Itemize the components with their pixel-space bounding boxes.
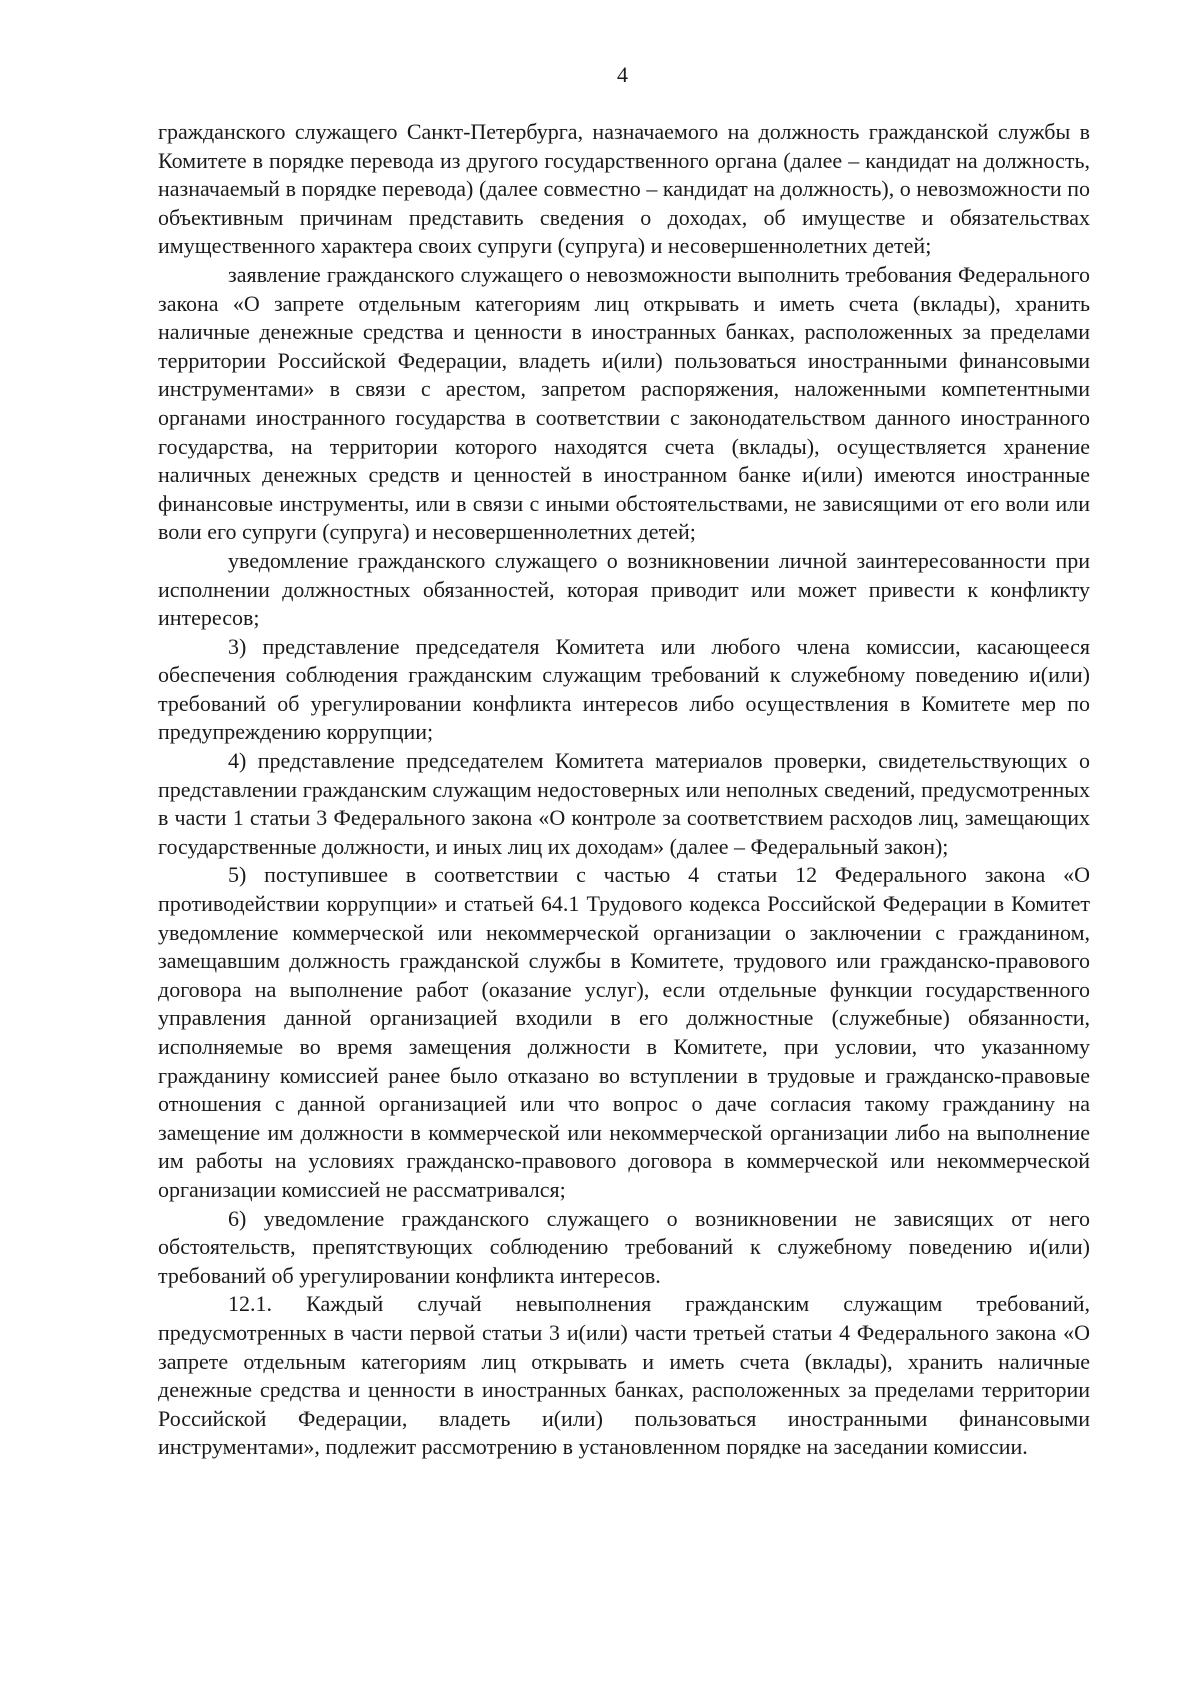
page-number: 4 (617, 62, 628, 87)
paragraph: 12.1. Каждый случай невыполнения гражданским служащим требований, предусмотренных в части первой статьи 3 и(или) части третьей статьи 4 Федерального закона «О запрете отдельным категориям лиц открывать и иметь счета (вклады), хранить наличные денежные средства и ценности в иностранных банках, расположенных за пределами территории Российской Федерации, владеть и(или) пользоваться иностранными финансовыми инструментами», подлежит рассмотрению в установленном порядке на заседании комиссии. (158, 1291, 1090, 1460)
paragraph: 3) представление председателя Комитета или любого члена комиссии, касающееся обеспечения соблюдения гражданским служащим требований к служебному поведению и(или) требований об урегулировании конфликта интересов либо осуществления в Комитете мер по предупреждению коррупции; (158, 633, 1090, 745)
document-body (158, 118, 1090, 1462)
paragraph: заявление гражданского служащего о невозможности выполнить требования Федерального закона «О запрете отдельным категориям лиц открывать и иметь счета (вклады), хранить наличные денежные средства и ценности в иностранных банках, расположенных за пределами территории Российской Федерации, владеть и(или) пользоваться иностранными финансовыми инструментами» в связи с арестом, запретом распоряжения, наложенными компетентными органами иностранного государства в соответствии с законодательством данного иностранного государства, на территории которого находятся счета (вклады), осуществляется хранение наличных денежных средств и ценностей в иностранном банке и(или) имеются иностранные финансовые инструменты, или в связи с иными обстоятельствами, не зависящими от его воли или воли его супруги (супруга) и несовершеннолетних детей; (158, 261, 1090, 545)
paragraph: 4) представление председателем Комитета материалов проверки, свидетельствующих о представлении гражданским служащим недостоверных или неполных сведений, предусмотренных в части 1 статьи 3 Федерального закона «О контроле за соответствием расходов лиц, замещающих государственные должности, и иных лиц их доходам» (далее – Федеральный закон); (158, 748, 1090, 859)
paragraph: 6) уведомление гражданского служащего о возникновении не зависящих от него обстоятельств, препятствующих соблюдению требований к служебному поведению и(или) требований об урегулировании конфликта интересов. (158, 1205, 1090, 1288)
paragraph: уведомление гражданского служащего о возникновении личной заинтересованности при исполнении должностных обязанностей, которая приводит или может привести к конфликту интересов; (158, 547, 1090, 631)
paragraph: гражданского служащего Санкт-Петербурга, назначаемого на должность гражданской службы в Комитете в порядке перевода из другого государственного органа (далее – кандидат на должность, назначаемый в порядке перевода) (далее совместно – кандидат на должность), о невозможности по объективным причинам представить сведения о доходах, об имуществе и обязательствах имущественного характера своих супруги (супруга) и несовершеннолетних детей; (158, 119, 1090, 259)
paragraph: 5) поступившее в соответствии с частью 4 статьи 12 Федерального закона «О противодействии коррупции» и статьей 64.1 Трудового кодекса Российской Федерации в Комитет уведомление коммерческой или некоммерческой организации о заключении с гражданином, замещавшим должность гражданской службы в Комитете, трудового или гражданско-правового договора на выполнение работ (оказание услуг), если отдельные функции государственного управления данной организацией входили в его должностные (служебные) обязанности, исполняемые во время замещения должности в Комитете, при условии, что указанному гражданину комиссией ранее было отказано во вступлении в трудовые и гражданско-правовые отношения с данной организацией или что вопрос о даче согласия такому гражданину на замещение им должности в коммерческой или некоммерческой организации либо на выполнение им работы на условиях гражданско-правового договора в коммерческой или некоммерческой организации комиссией не рассматривался; (158, 862, 1090, 1202)
